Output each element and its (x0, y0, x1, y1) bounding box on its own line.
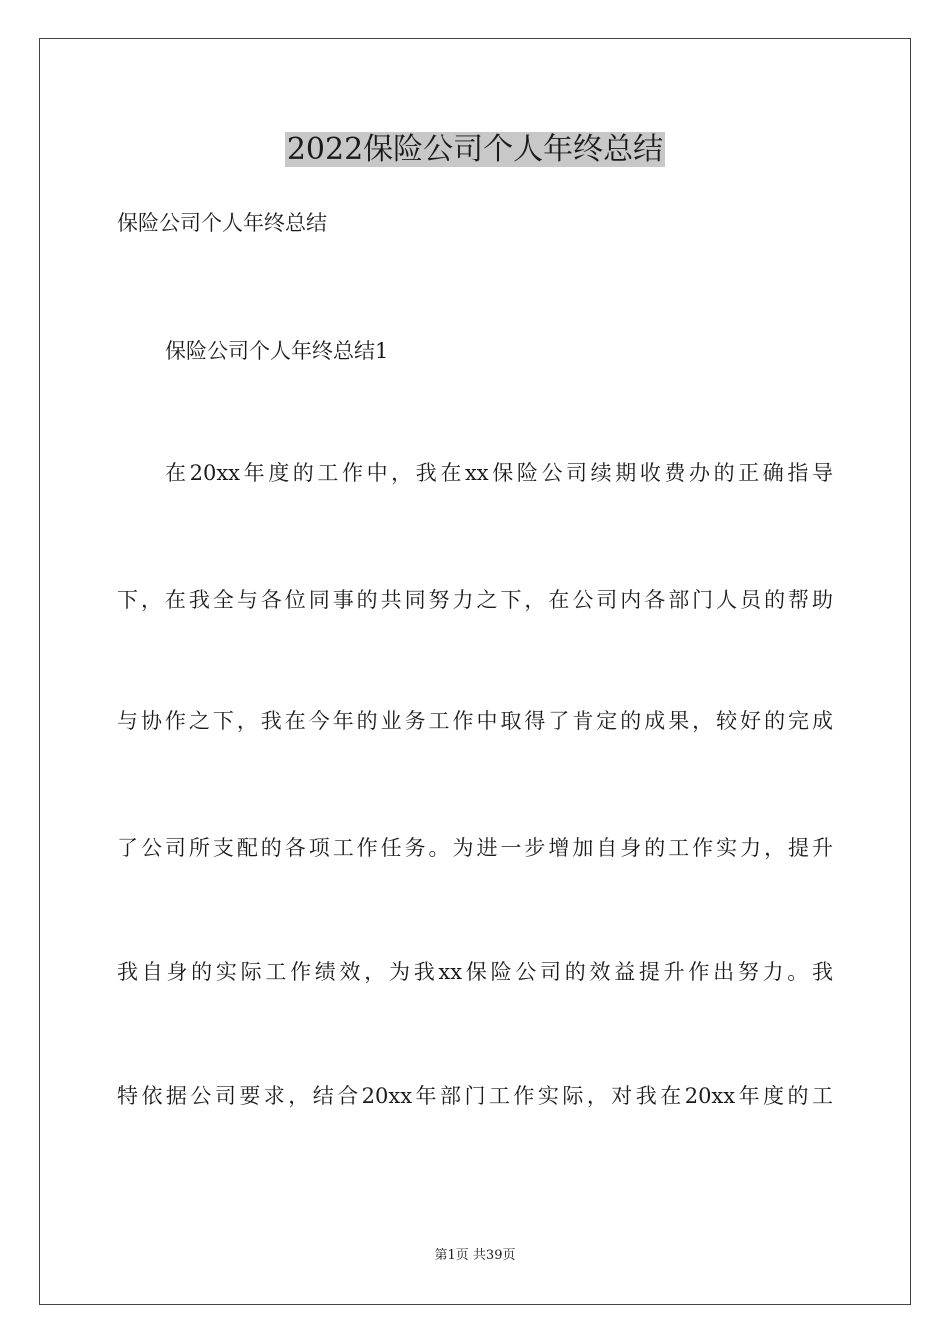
document-subtitle: 保险公司个人年终总结 (117, 211, 327, 235)
body-line: 了公司所支配的各项工作任务。为进一步增加自身的工作实力，提升 (117, 836, 833, 860)
title-text: 2022保险公司个人年终总结 (286, 132, 664, 167)
section-heading: 保险公司个人年终总结1 (165, 339, 389, 363)
body-line: 我自身的实际工作绩效，为我xx保险公司的效益提升作出努力。我 (117, 960, 833, 984)
document-title (0, 128, 950, 172)
body-line: 特依据公司要求，结合20xx年部门工作实际，对我在20xx年度的工 (117, 1084, 833, 1108)
page-number-footer: 第1页 共39页 (434, 1248, 516, 1263)
body-line: 下，在我全与各位同事的共同努力之下，在公司内各部门人员的帮助 (117, 588, 833, 612)
body-line: 在20xx年度的工作中，我在xx保险公司续期收费办的正确指导 (165, 461, 833, 485)
body-line: 与协作之下，我在今年的业务工作中取得了肯定的成果，较好的完成 (117, 709, 833, 733)
